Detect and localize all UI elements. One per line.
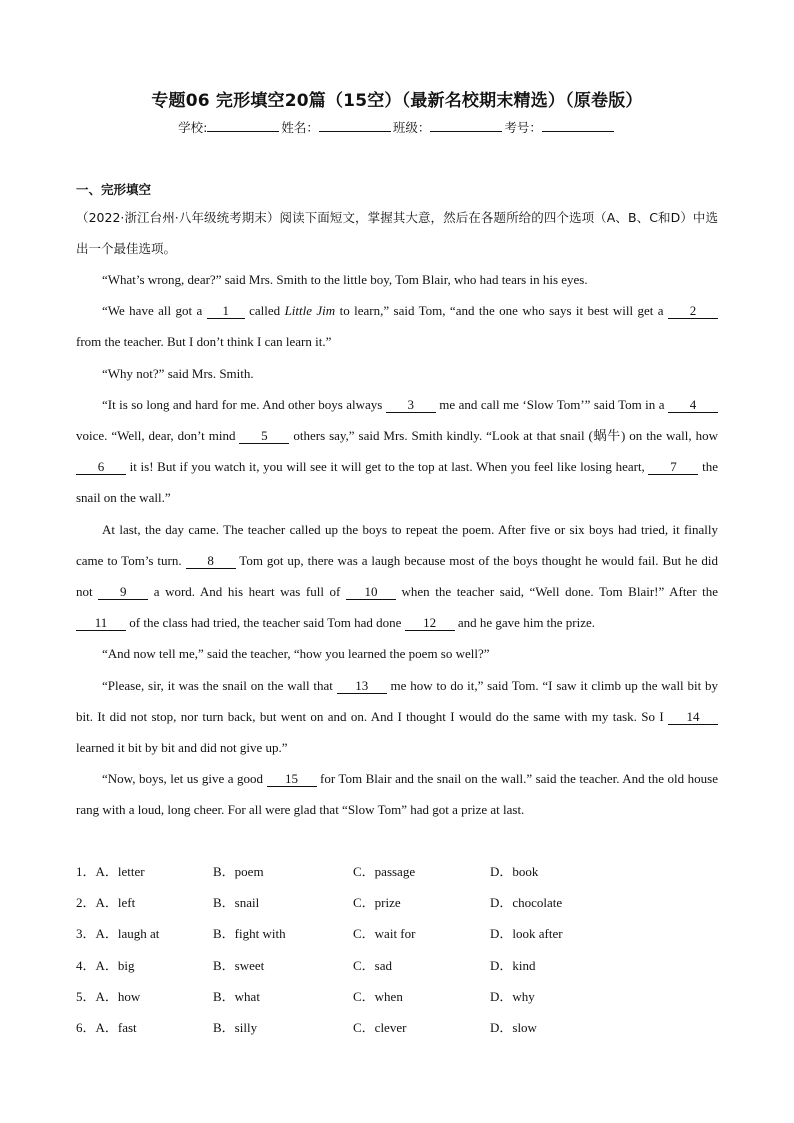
blank-6: 6 — [76, 460, 126, 475]
passage-paragraph — [76, 670, 718, 764]
passage-text: the snail on the wall.” — [76, 459, 718, 506]
option-row — [76, 856, 716, 887]
blank-12: 12 — [405, 616, 455, 631]
question-5-option-b: B．what — [213, 988, 260, 1004]
question-1-option-d: D．book — [490, 864, 539, 879]
blank-1: 1 — [207, 304, 245, 319]
blank-11: 11 — [76, 616, 126, 631]
question-2-option-d: D．chocolate — [490, 895, 563, 911]
question-number: 3． — [76, 926, 96, 942]
passage-text: “What’s wrong, dear?” said Mrs. Smith to the little boy, Tom Blair, who had tears in his eyes. — [102, 272, 588, 287]
cloze-passage — [76, 264, 718, 826]
blank-2: 2 — [668, 304, 718, 319]
question-4-option-a — [76, 950, 135, 981]
question-6-option-a — [76, 1012, 137, 1043]
passage-text: Tom got up, there was a laugh because most of the boys thought he would fail. But he did not — [76, 552, 719, 600]
question-number: 2． — [76, 895, 96, 911]
passage-paragraph — [76, 763, 718, 825]
blank-15: 15 — [267, 772, 317, 787]
question-1-option-b: B．poem — [213, 864, 264, 879]
option-row — [76, 887, 716, 918]
question-2-option-c: C．prize — [353, 895, 401, 911]
passage-text: and he gave him the prize. — [454, 615, 596, 631]
school-label: 学校: — [178, 120, 208, 135]
exam-number-label: 考号： — [504, 120, 542, 135]
school-blank — [207, 119, 279, 132]
option-row — [76, 1012, 716, 1043]
blank-13: 13 — [337, 679, 387, 694]
question-number: 6． — [76, 1019, 96, 1035]
passage-text: me and call me ‘Slow Tom’” said Tom in a — [435, 396, 668, 412]
section-heading: 一、完形填空 — [76, 182, 152, 197]
question-4-option-b: B．sweet — [213, 957, 265, 973]
question-number: 4． — [76, 957, 96, 973]
question-4-option-c: C．sad — [353, 957, 393, 973]
answer-options — [76, 856, 716, 1043]
page-title: 专题06 完形填空20篇（15空）（最新名校期末精选）（原卷版） — [151, 91, 643, 111]
blank-5: 5 — [239, 429, 289, 444]
question-2-option-b: B．snail — [213, 895, 260, 911]
blank-4: 4 — [668, 398, 718, 413]
passage-text: from the teacher. But I don’t think I can learn it.” — [76, 334, 332, 350]
passage-text: me how to do it,” said Tom. “I saw it climb up the wall bit by bit. It did not stop, nor turn back, but went on and on. And I thought I would do the same with my task. So I — [76, 677, 719, 724]
passage-text: others say,” said Mrs. Smith kindly. “Look at that snail (蜗牛) on the wall, how — [289, 428, 718, 444]
passage-text: At last, the day came. The teacher called up the boys to repeat the poem. After five or six boys had tried, it finally came to Tom’s turn. — [76, 521, 718, 568]
question-source — [76, 202, 718, 264]
question-2-option-a — [76, 887, 135, 918]
passage-text: “Now, boys, let us give a good — [102, 771, 267, 787]
option-text: A．fast — [95, 1019, 137, 1035]
question-5-option-d: D．why — [490, 988, 535, 1004]
passage-text: to learn,” said Tom, “and the one who says it best will get a — [335, 303, 668, 319]
question-4-option-d: D．kind — [490, 957, 536, 973]
question-1-option-c: C．passage — [353, 864, 416, 879]
passage-paragraph — [76, 358, 718, 389]
blank-3: 3 — [386, 398, 436, 413]
question-3-option-a — [76, 918, 159, 949]
question-3-option-b: B．fight with — [213, 926, 286, 942]
passage-text: called — [244, 303, 285, 319]
passage-paragraph — [76, 389, 718, 514]
blank-7: 7 — [648, 460, 698, 475]
passage-text: “Please, sir, it was the snail on the wall that — [102, 677, 337, 693]
passage-text: when the teacher said, “Well done. Tom Blair!” After the — [395, 584, 718, 600]
passage-text: a word. And his heart was full of — [148, 584, 346, 600]
name-blank — [319, 119, 391, 132]
passage-text: for Tom Blair and the snail on the wall.” said the teacher. And the old house rang with a loud, long cheer. For all were glad that “Slow Tom” had got a prize at last. — [76, 771, 718, 818]
question-5-option-c: C．when — [353, 988, 403, 1004]
source-text: （2022·浙江台州·八年级统考期末）阅读下面短文，掌握其大意，然后在各题所给的四个选项（A、B、C和D）中选出一个最佳选项。 — [76, 210, 718, 257]
question-6-option-c: C．clever — [353, 1019, 407, 1035]
option-text: A．left — [95, 895, 136, 911]
question-number: 1． — [76, 864, 96, 879]
student-info-line — [0, 118, 794, 136]
question-6-option-d: D．slow — [490, 1019, 537, 1035]
class-blank — [430, 119, 502, 132]
name-label: 姓名： — [281, 120, 319, 135]
blank-9: 9 — [98, 585, 148, 600]
option-text: A．letter — [95, 864, 145, 879]
blank-10: 10 — [346, 585, 396, 600]
passage-text: it is! But if you watch it, you will see it will get to the top at last. When you feel like losing heart, — [126, 459, 649, 475]
passage-text: of the class had tried, the teacher said Tom had done — [126, 615, 405, 631]
passage-paragraph — [76, 514, 718, 639]
passage-text: “And now tell me,” said the teacher, “how you learned the poem so well?” — [102, 646, 490, 662]
question-6-option-b: B．silly — [213, 1019, 258, 1035]
option-text: A．laugh at — [95, 926, 160, 942]
option-text: A．how — [95, 988, 141, 1004]
passage-paragraph — [76, 638, 718, 669]
question-5-option-a — [76, 981, 140, 1012]
question-3-option-d: D．look after — [490, 926, 563, 942]
passage-text: “We have all got a — [102, 303, 207, 319]
blank-14: 14 — [668, 710, 718, 725]
question-1-option-a — [76, 856, 145, 887]
poem-title: Little Jim — [284, 303, 336, 319]
exam-number-blank — [542, 119, 614, 132]
passage-paragraph — [76, 264, 718, 295]
passage-text: voice. “Well, dear, don’t mind — [76, 428, 240, 444]
question-3-option-c: C．wait for — [353, 926, 416, 942]
passage-text: “It is so long and hard for me. And other boys always — [102, 396, 386, 412]
option-row — [76, 950, 716, 981]
option-text: A．big — [95, 957, 135, 973]
option-row — [76, 918, 716, 949]
blank-8: 8 — [186, 554, 236, 569]
option-row — [76, 981, 716, 1012]
class-label: 班级： — [392, 120, 431, 135]
passage-paragraph — [76, 295, 718, 357]
passage-text: learned it bit by bit and did not give up.” — [76, 740, 288, 756]
question-number: 5． — [76, 988, 96, 1004]
passage-text: “Why not?” said Mrs. Smith. — [102, 365, 254, 381]
